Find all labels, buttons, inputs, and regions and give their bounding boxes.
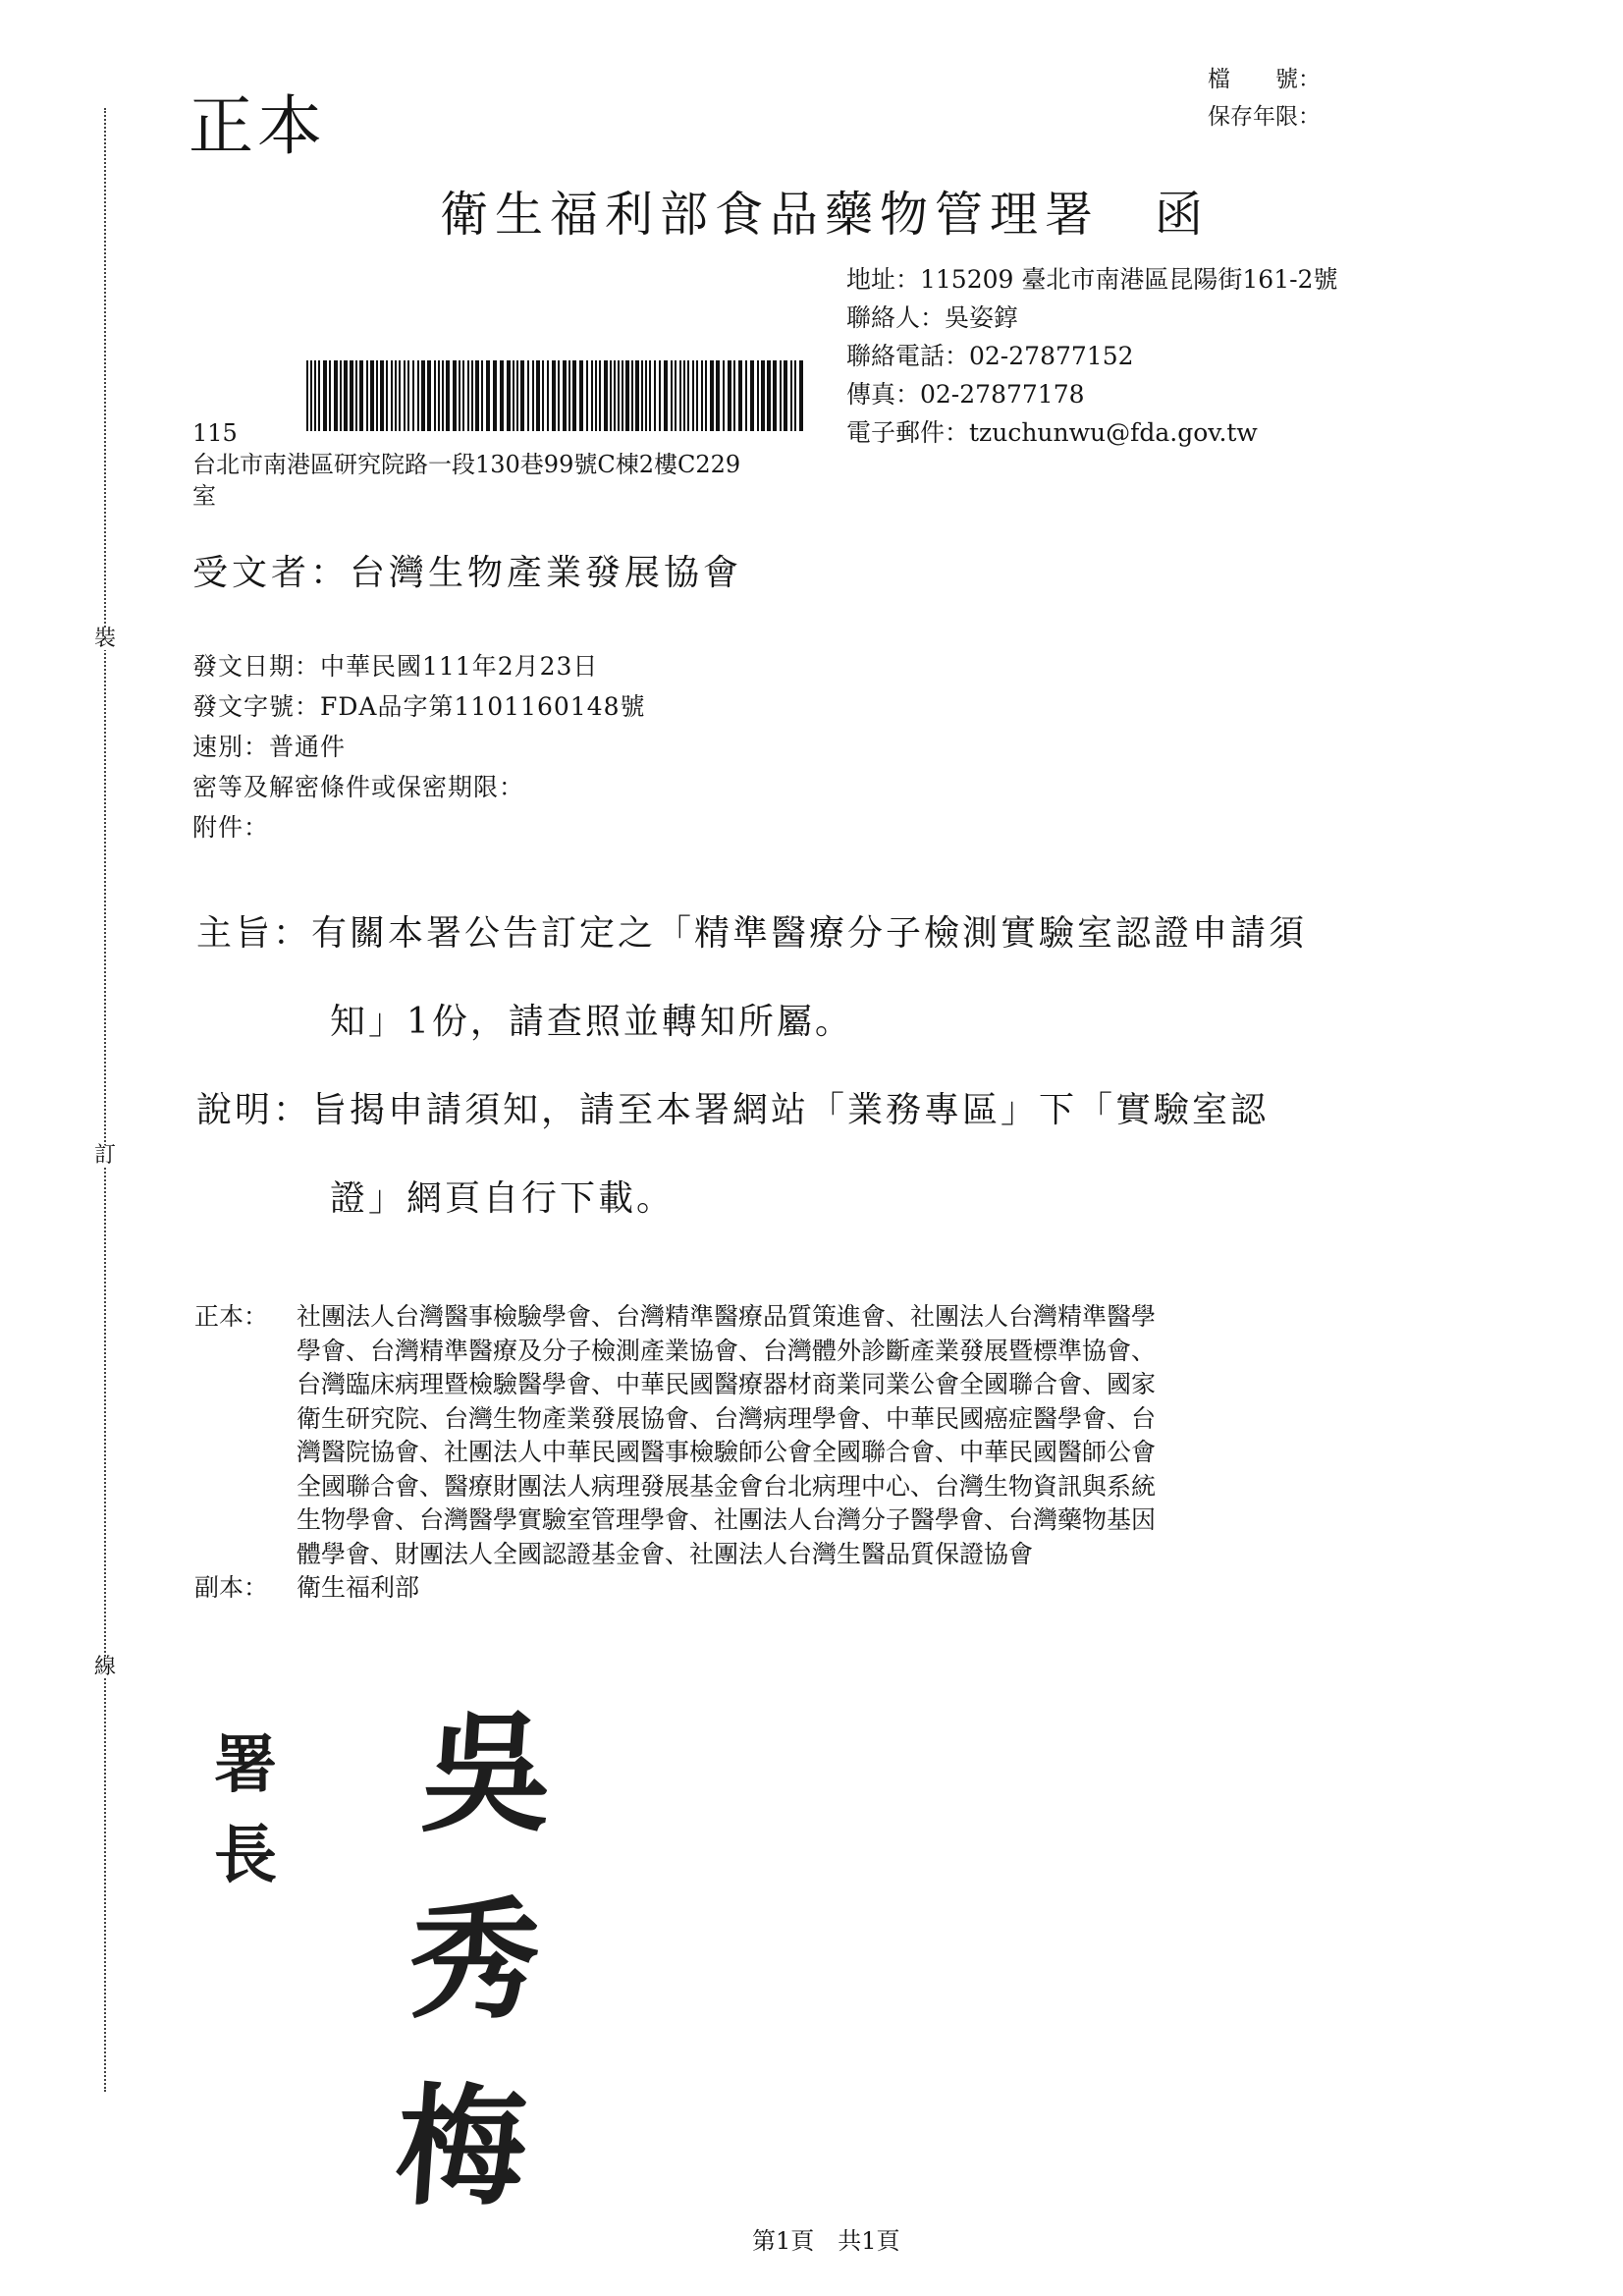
document-body xyxy=(196,908,1307,1225)
barcode-bar xyxy=(745,360,747,431)
barcode-bar xyxy=(757,360,759,431)
barcode-bar xyxy=(799,360,803,431)
subject-line2: 知」1份，請查照並轉知所屬。 xyxy=(330,1002,853,1042)
original-recipients-line: 台灣臨床病理暨檢驗醫學會、中華民國醫療器材商業同業公會全國聯合會、國家 xyxy=(297,1370,1157,1398)
explanation-line2: 證」網頁自行下載。 xyxy=(330,1178,676,1219)
confidentiality: 密等及解密條件或保密期限： xyxy=(192,773,525,801)
signature-name: 吳秀梅 xyxy=(391,1699,577,2223)
barcode-bar xyxy=(780,360,782,431)
original-recipients-line: 灣醫院協會、社團法人中華民國醫事檢驗師公會全國聯合會、中華民國醫師公會 xyxy=(297,1438,1157,1466)
barcode-bar xyxy=(794,360,796,431)
issue-date: 發文日期：中華民國111年2月23日 xyxy=(192,652,599,681)
barcode-bar xyxy=(750,360,754,431)
original-recipients-line: 體學會、財團法人全國認證基金會、社團法人台灣生醫品質保證協會 xyxy=(297,1539,1034,1568)
barcode-bar xyxy=(790,360,792,431)
recipient-line: 受文者：台灣生物產業發展協會 xyxy=(192,553,743,593)
binding-mark-ding: 訂 xyxy=(94,1143,117,1168)
original-recipients-text xyxy=(297,1300,1461,1571)
barcode-bar xyxy=(767,360,771,431)
barcode-bar xyxy=(773,360,777,431)
copy-recipients-text: 衛生福利部 xyxy=(297,1573,420,1602)
contact-person: 聯絡人：吳姿錞 xyxy=(846,303,1019,332)
page-footer: 第1頁 共1頁 xyxy=(752,2227,900,2255)
retention-period-label: 保存年限： xyxy=(1208,104,1321,130)
urgency: 速別：普通件 xyxy=(192,733,347,761)
contact-email: 電子郵件：tzuchunwu@fda.gov.tw xyxy=(846,418,1258,447)
document-title: 衛生福利部食品藥物管理署 函 xyxy=(440,187,1211,243)
file-number-label: 檔 號： xyxy=(1208,67,1321,92)
contact-phone: 聯絡電話：02-27877152 xyxy=(846,342,1134,370)
subject-line1: 主旨：有關本署公告訂定之「精準醫療分子檢測實驗室認證申請須 xyxy=(196,913,1308,954)
recipient-address-line1: 台北市南港區研究院路一段130巷99號C棟2樓C229 xyxy=(192,451,741,478)
signature-title: 署長 xyxy=(214,1729,273,1892)
original-recipients-label: 正本： xyxy=(194,1302,269,1331)
attachments: 附件： xyxy=(192,813,270,842)
contact-fax: 傳真：02-27877178 xyxy=(846,380,1085,409)
distribution-list xyxy=(194,1300,1461,1606)
recipient-postal-code: 115 xyxy=(192,419,238,447)
recipient-address-block xyxy=(192,417,740,512)
recipient-address-line2: 室 xyxy=(192,482,216,510)
binding-mark-xian: 線 xyxy=(94,1655,117,1679)
binding-dotted-line xyxy=(104,108,106,2092)
original-copy-stamp: 正本 xyxy=(189,88,326,164)
copy-recipients-label: 副本： xyxy=(194,1573,269,1602)
binding-mark-zhuang: 裝 xyxy=(94,627,117,651)
document-meta xyxy=(192,646,646,847)
original-recipients-line: 社團法人台灣醫事檢驗學會、台灣精準醫療品質策進會、社團法人台灣精準醫學 xyxy=(297,1302,1157,1331)
original-recipients-line: 全國聯合會、醫療財團法人病理發展基金會台北病理中心、台灣生物資訊與系統 xyxy=(297,1471,1157,1501)
original-recipients-line: 衛生研究院、台灣生物產業發展協會、台灣病理學會、中華民國癌症醫學會、台 xyxy=(297,1403,1157,1433)
sender-contact-block xyxy=(846,260,1337,452)
original-recipients-line: 學會、台灣精準醫療及分子檢測產業協會、台灣體外診斷產業發展暨標準協會、 xyxy=(297,1336,1157,1365)
barcode-bar xyxy=(761,360,765,431)
sender-address: 地址：115209 臺北市南港區昆陽街161-2號 xyxy=(846,265,1338,294)
document-number: 發文字號：FDA品字第1101160148號 xyxy=(192,692,646,721)
barcode-bar xyxy=(784,360,787,431)
original-recipients-line: 生物學會、台灣醫學實驗室管理學會、社團法人台灣分子醫學會、台灣藥物基因 xyxy=(297,1505,1157,1534)
explanation-line1: 說明：旨揭申請須知，請至本署網站「業務專區」下「實驗室認 xyxy=(196,1090,1270,1130)
file-meta xyxy=(1208,61,1321,136)
